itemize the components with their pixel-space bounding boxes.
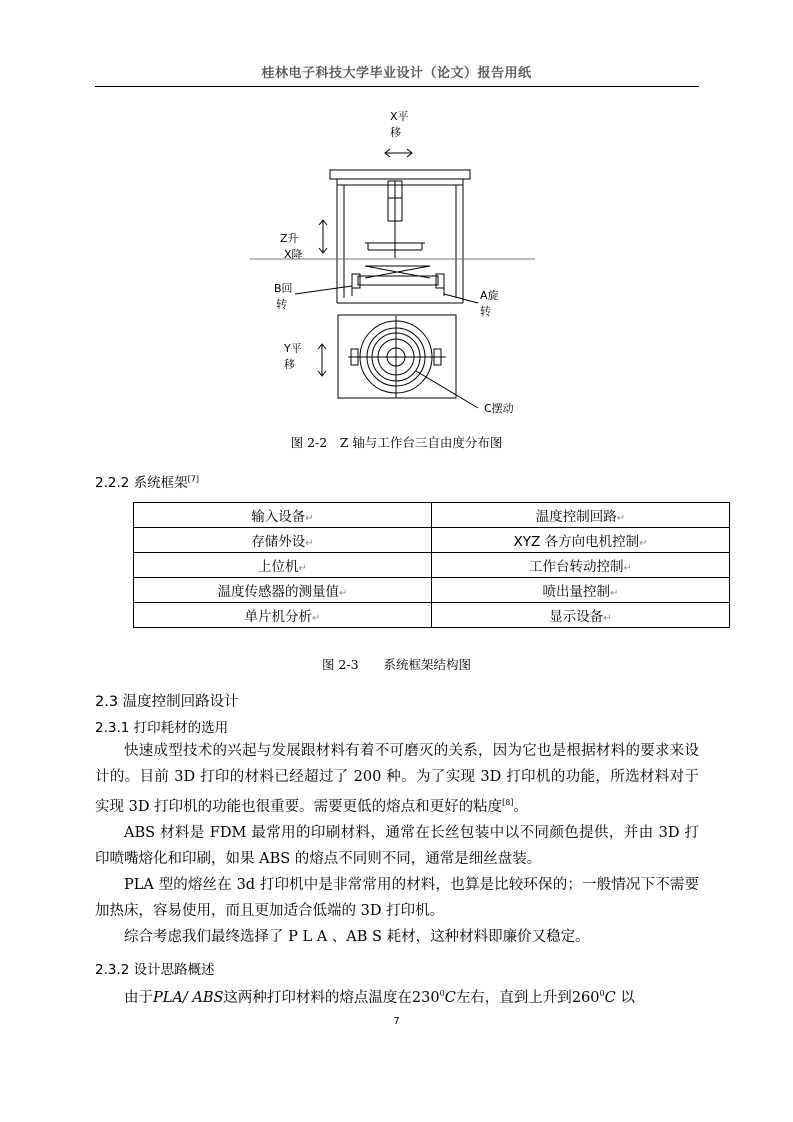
b-rotation-label-1: B回 (274, 282, 293, 295)
section-2-2-2-heading: 2.2.2 系统框架[7] (95, 474, 199, 491)
paragraph: 快速成型技术的兴起与发展跟材料有着不可磨灭的关系，因为它也是根据材料的要求来设计的。目前 3D 打印的材料已经超过了 200 种。为了实现 3D 打印机的功能，所选材料对于实现 3D 打印机的功能也很重要。需要更低的熔点和更好的粘度[8]。 (95, 743, 699, 815)
section-2-3-2-heading: 2.3.2 设计思路概述 (95, 962, 215, 978)
table-cell: 温度控制回路↵ (432, 503, 730, 528)
z-lift-label-1: Z升 (280, 232, 299, 245)
table-cell: 显示设备↵ (432, 603, 730, 628)
system-framework-table (133, 502, 730, 628)
figure-2-2-caption: 图 2-2 Z 轴与工作台三自由度分布图 (290, 435, 503, 450)
table-cell: 单片机分析↵ (134, 603, 432, 628)
table-cell: 存储外设↵ (134, 528, 432, 553)
figure-2-3-caption: 图 2-3 系统框架结构图 (321, 657, 472, 672)
table-row (134, 528, 730, 553)
table-cell: 温度传感器的测量值↵ (134, 578, 432, 603)
table-cell: XYZ 各方向电机控制↵ (432, 528, 730, 553)
section-2-3-1-heading: 2.3.1 打印耗材的选用 (95, 720, 229, 736)
paragraph: 综合考虑我们最终选择了 P L A 、AB S 耗材，这种材料即廉价又稳定。 (124, 928, 590, 945)
table-row (134, 503, 730, 528)
table-cell: 输入设备↵ (134, 503, 432, 528)
table-cell: 喷出量控制↵ (432, 578, 730, 603)
page-number: 7 (393, 1016, 400, 1027)
table-cell: 上位机↵ (134, 553, 432, 578)
header-rule (95, 86, 699, 87)
section-2-3-heading: 2.3 温度控制回路设计 (95, 694, 239, 710)
y-move-label-1: Y平 (284, 342, 302, 355)
a-rotation-label-2: 转 (480, 305, 491, 318)
paragraph: ABS 材料是 FDM 最常用的印刷材料，通常在长丝包装中以不同颜色提供，并由 3D 打印喷嘴熔化和印刷，如果 ABS 的熔点不同则不同，通常是细丝盘装。 (95, 824, 699, 867)
table-row (134, 578, 730, 603)
x-move-label-1: X平 (390, 110, 409, 123)
section-2-3-2-body (95, 981, 699, 1011)
x-move-label-2: 移 (390, 126, 401, 139)
paragraph: 由于PLA/ ABS这两种打印材料的熔点温度在$230^0C$左右，直到上升到$260^0C$ 以 (124, 989, 635, 1006)
z-lift-label-2: X降 (284, 248, 303, 261)
table-row (134, 603, 730, 628)
z-axis-worktable-diagram (240, 108, 540, 426)
page-header: 桂林电子科技大学毕业设计（论文）报告用纸 (261, 66, 532, 81)
c-swing-label: C摆动 (484, 402, 514, 415)
table-row (134, 553, 730, 578)
paragraph: PLA 型的熔丝在 3d 打印机中是非常常用的材料，也算是比较环保的；一般情况下不需要加热床，容易使用，而且更加适合低端的 3D 打印机。 (95, 876, 699, 919)
table-cell: 工作台转动控制↵ (432, 553, 730, 578)
a-rotation-label-1: A旋 (480, 289, 499, 302)
y-move-label-2: 移 (284, 358, 295, 371)
section-2-3-1-body (95, 738, 699, 950)
b-rotation-label-2: 转 (276, 298, 287, 311)
